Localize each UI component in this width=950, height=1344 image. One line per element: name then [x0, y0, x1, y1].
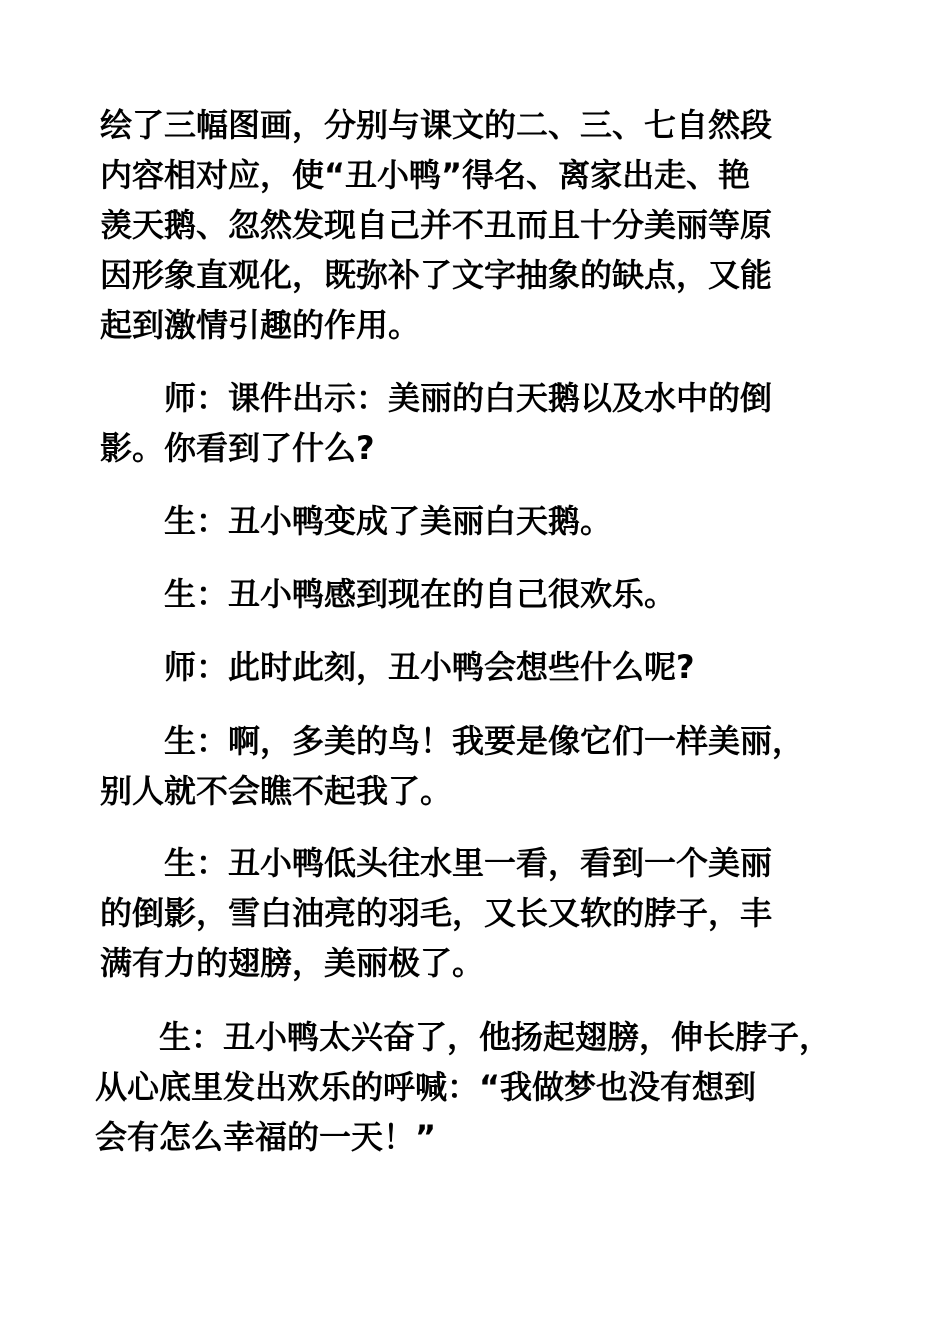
text-line: 师：课件出示：美丽的白天鹅以及水中的倒	[100, 379, 773, 417]
text-line: 生：丑小鸭低头往水里一看，看到一个美丽	[100, 844, 773, 882]
text-line: 起到激情引趣的作用。	[100, 306, 421, 344]
text-line: 师：此时此刻，丑小鸭会想些什么呢?	[100, 648, 695, 686]
text-line: 内容相对应，使“丑小鸭”得名、离家出走、艳	[100, 156, 751, 194]
paragraph-student-2	[100, 569, 820, 619]
text-line: 羡天鹅、忽然发现自己并不丑而且十分美丽等原	[100, 206, 773, 244]
text-line: 生：啊，多美的鸟！我要是像它们一样美丽，	[100, 722, 805, 760]
text-line: 生：丑小鸭太兴奋了，他扬起翅膀，伸长脖子，	[95, 1018, 832, 1056]
text-line: 的倒影，雪白油亮的羽毛，又长又软的脖子，丰	[100, 894, 773, 932]
paragraph-student-4	[100, 838, 820, 988]
text-line: 因形象直观化，既弥补了文字抽象的缺点，又能	[100, 256, 773, 294]
text-line: 生：丑小鸭变成了美丽白天鹅。	[100, 502, 613, 540]
paragraph-student-5	[95, 1012, 832, 1162]
text-line: 会有怎么幸福的一天！”	[95, 1118, 437, 1156]
paragraph-student-1	[100, 496, 820, 546]
text-line: 别人就不会瞧不起我了。	[100, 772, 453, 810]
paragraph-teacher-2	[100, 642, 820, 692]
text-line: 绘了三幅图画，分别与课文的二、三、七自然段	[100, 106, 773, 144]
paragraph-intro	[100, 100, 820, 350]
text-line: 满有力的翅膀，美丽极了。	[100, 944, 485, 982]
text-line: 影。你看到了什么?	[100, 429, 375, 467]
paragraph-teacher-1	[100, 373, 820, 473]
text-line: 从心底里发出欢乐的呼喊：“我做梦也没有想到	[95, 1068, 757, 1106]
text-line: 生：丑小鸭感到现在的自己很欢乐。	[100, 575, 677, 613]
paragraph-student-3	[100, 716, 820, 816]
